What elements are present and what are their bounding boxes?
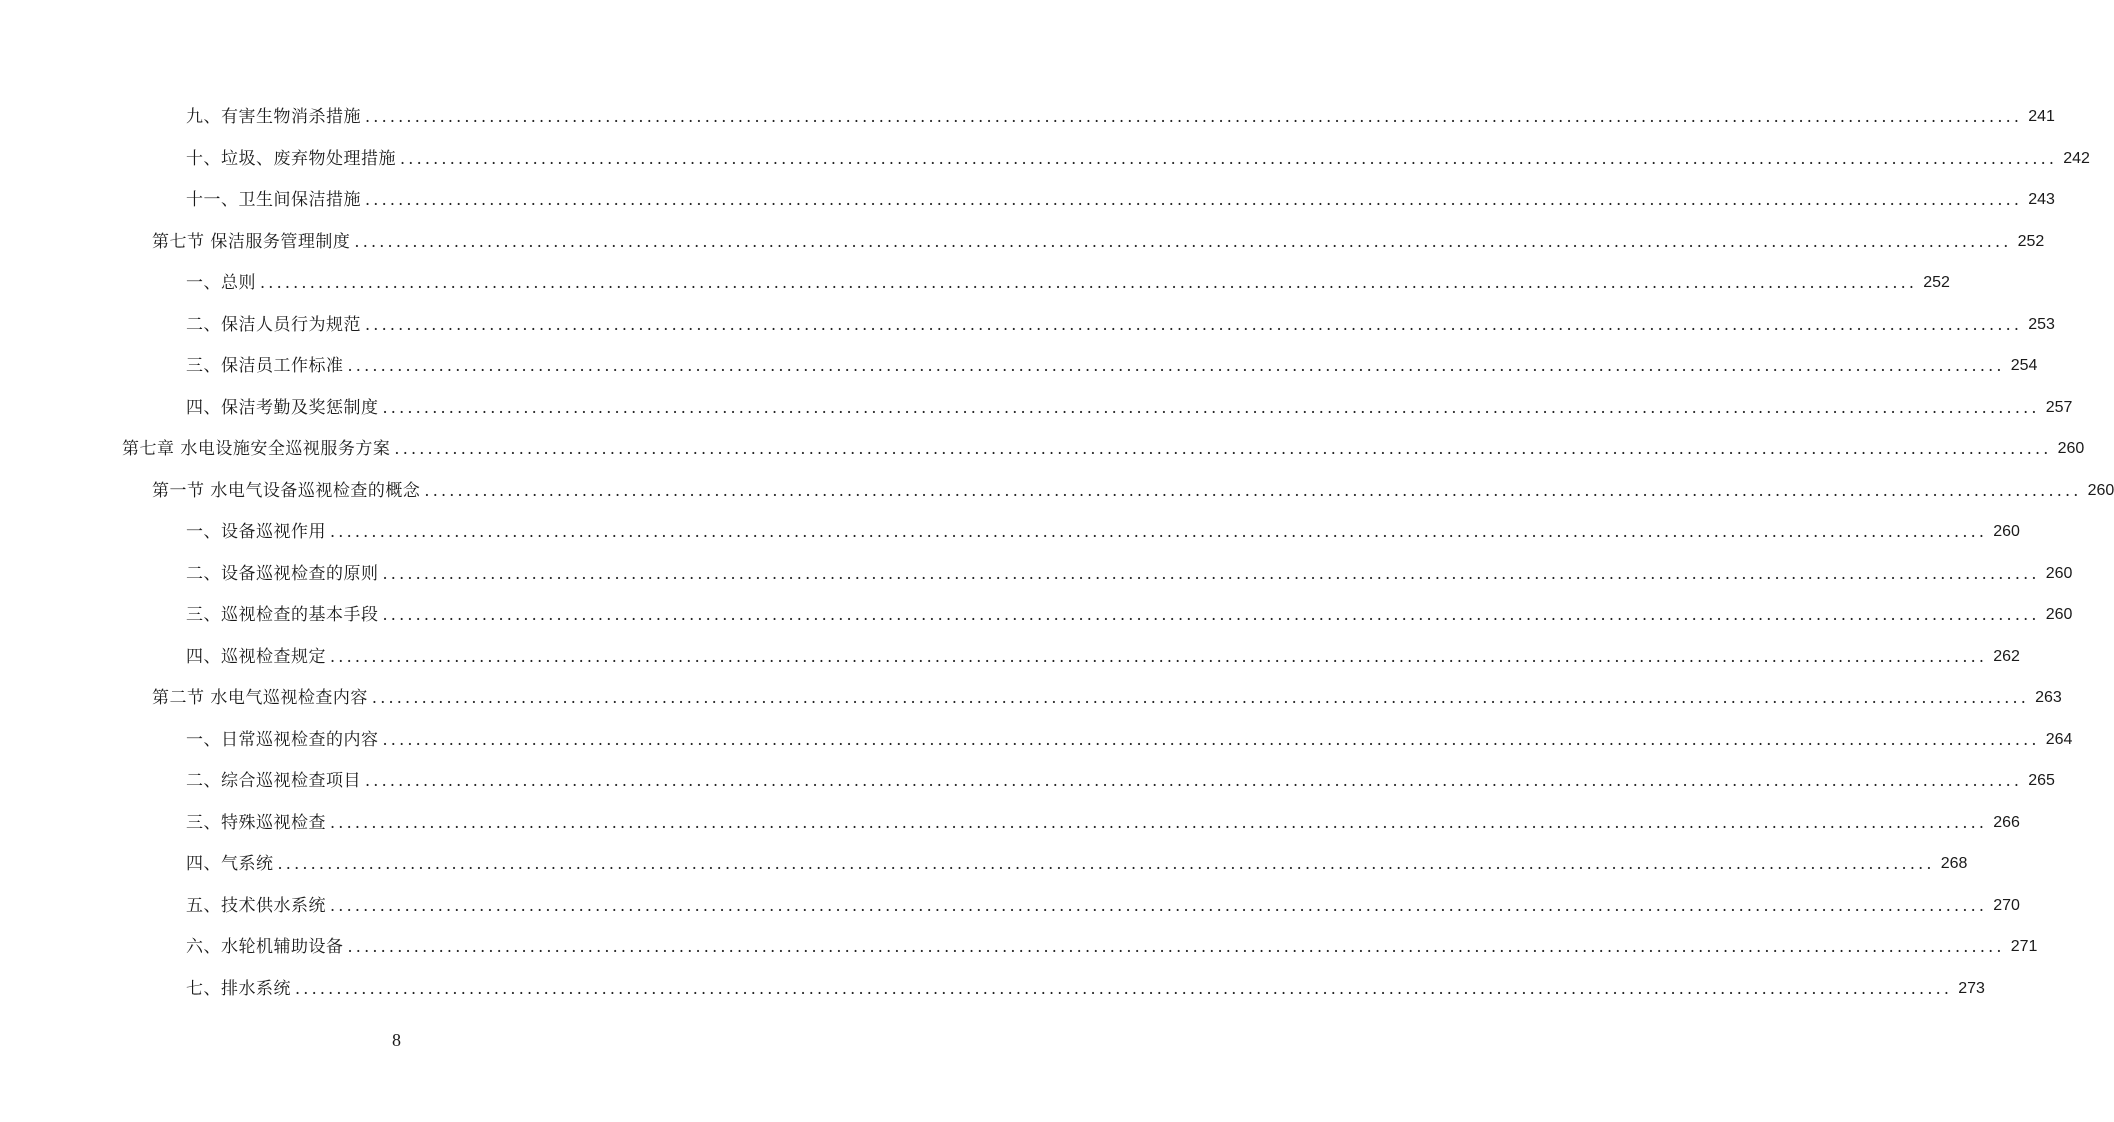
toc-entry[interactable]: [152, 683, 2062, 713]
toc-dot-leader: ........................................................................................................................................................................................................: [277, 854, 1935, 873]
toc-entry-title: 第七节 保洁服务管理制度: [152, 231, 351, 252]
toc-entry[interactable]: [152, 476, 2114, 506]
toc-dot-leader: ........................................................................................................................................................................................................: [330, 522, 1988, 541]
toc-entry-page: 268: [1940, 855, 1968, 872]
toc-entry[interactable]: [186, 185, 2055, 215]
toc-entry-title: 二、综合巡视检查项目: [186, 771, 361, 791]
toc-dot-leader: ........................................................................................................................................................................................................: [347, 937, 2005, 956]
toc-entry[interactable]: [186, 559, 2073, 589]
toc-entry-title: 六、水轮机辅助设备: [186, 937, 344, 957]
toc-entry-page: 266: [1993, 813, 2020, 831]
toc-dot-leader: ........................................................................................................................................................................................................: [424, 480, 2082, 500]
toc-entry[interactable]: [186, 351, 2038, 381]
toc-entry-page: 254: [2010, 357, 2038, 374]
toc-entry-title: 五、技术供水系统: [186, 895, 326, 916]
toc-dot-leader: ........................................................................................................................................................................................................: [295, 978, 1953, 998]
toc-dot-leader: ........................................................................................................................................................................................................: [347, 356, 2005, 375]
toc-entry[interactable]: [122, 434, 2085, 464]
toc-entry-title: 十一、卫生间保洁措施: [186, 190, 361, 210]
toc-entry-page: 241: [2028, 108, 2055, 125]
toc-entry-page: 252: [2017, 232, 2045, 250]
toc-entry[interactable]: [186, 725, 2073, 755]
toc-entry[interactable]: [186, 393, 2073, 423]
toc-entry-title: 四、气系统: [186, 854, 274, 874]
toc-dot-leader: ........................................................................................................................................................................................................: [382, 605, 2040, 624]
toc-dot-leader: ........................................................................................................................................................................................................: [382, 729, 2040, 749]
toc-entry[interactable]: [186, 102, 2055, 132]
toc-entry[interactable]: [186, 932, 2038, 962]
toc-entry-page: 260: [2045, 606, 2073, 623]
toc-entry-title: 九、有害生物消杀措施: [186, 107, 361, 127]
toc-entry-title: 三、巡视检查的基本手段: [186, 605, 379, 625]
toc-dot-leader: ........................................................................................................................................................................................................: [365, 314, 2023, 334]
toc-entry[interactable]: [186, 268, 1950, 298]
toc-entry-page: 273: [1958, 979, 1985, 997]
toc-dot-leader: ........................................................................................................................................................................................................: [260, 273, 1918, 292]
toc-entry[interactable]: [186, 600, 2073, 630]
toc-dot-leader: ........................................................................................................................................................................................................: [400, 148, 2058, 168]
toc-dot-leader: ........................................................................................................................................................................................................: [365, 190, 2023, 209]
toc-entry-title: 一、日常巡视检查的内容: [186, 729, 379, 750]
toc-entry-title: 第二节 水电气巡视检查内容: [152, 688, 368, 708]
toc-entry-title: 三、保洁员工作标准: [186, 356, 344, 376]
toc-entry-page: 260: [2057, 440, 2085, 457]
toc-entry-page: 260: [1993, 523, 2020, 540]
toc-entry-page: 271: [2010, 938, 2038, 955]
toc-entry[interactable]: [186, 144, 2090, 174]
toc-dot-leader: ........................................................................................................................................................................................................: [330, 812, 1988, 832]
toc-entry-page: 253: [2028, 315, 2055, 333]
toc-entry-page: 264: [2045, 730, 2073, 748]
toc-entry-page: 243: [2028, 191, 2055, 208]
toc-dot-leader: ........................................................................................................................................................................................................: [382, 397, 2040, 417]
toc-entry[interactable]: [186, 766, 2055, 796]
toc-dot-leader: ........................................................................................................................................................................................................: [330, 646, 1988, 666]
toc-entry-page: 265: [2028, 772, 2055, 789]
toc-entry-title: 十、垃圾、废弃物处理措施: [186, 148, 396, 169]
toc-dot-leader: ........................................................................................................................................................................................................: [382, 563, 2040, 583]
toc-entry[interactable]: [186, 310, 2055, 340]
toc-entry-title: 三、特殊巡视检查: [186, 812, 326, 833]
toc-dot-leader: ........................................................................................................................................................................................................: [365, 771, 2023, 790]
toc-dot-leader: ........................................................................................................................................................................................................: [354, 231, 2012, 251]
toc-dot-leader: ........................................................................................................................................................................................................: [330, 895, 1988, 915]
toc-entry[interactable]: [186, 517, 2020, 547]
toc-entry-title: 第一节 水电气设备巡视检查的概念: [152, 480, 421, 501]
toc-entry[interactable]: [186, 891, 2020, 921]
toc-entry-page: 242: [2063, 149, 2090, 167]
toc-entry-title: 四、巡视检查规定: [186, 646, 326, 667]
toc-entry-page: 252: [1923, 274, 1950, 291]
toc-entry[interactable]: [186, 642, 2020, 672]
toc-entry-title: 第七章 水电设施安全巡视服务方案: [122, 439, 391, 459]
toc-entry-page: 262: [1993, 647, 2020, 665]
toc-entry-title: 四、保洁考勤及奖惩制度: [186, 397, 379, 418]
toc-entry-title: 七、排水系统: [186, 978, 291, 999]
toc-entry[interactable]: [186, 808, 2020, 838]
toc-entry[interactable]: [186, 974, 1985, 1004]
toc-entry-page: 260: [2045, 564, 2073, 582]
toc-entry-page: 260: [2087, 481, 2114, 499]
toc-entry[interactable]: [186, 849, 1968, 879]
toc-dot-leader: ........................................................................................................................................................................................................: [365, 107, 2023, 126]
toc-entry-title: 一、总则: [186, 273, 256, 293]
toc-entry-title: 二、保洁人员行为规范: [186, 314, 361, 335]
page-number: 8: [392, 1030, 401, 1050]
toc-dot-leader: ........................................................................................................................................................................................................: [371, 688, 2030, 707]
toc-entry-page: 257: [2045, 398, 2073, 416]
toc-entry-page: 263: [2035, 689, 2062, 706]
toc-entry-title: 一、设备巡视作用: [186, 522, 326, 542]
toc-entry-title: 二、设备巡视检查的原则: [186, 563, 379, 584]
toc-entry[interactable]: [152, 227, 2045, 257]
toc-dot-leader: ........................................................................................................................................................................................................: [394, 439, 2052, 458]
toc-entry-page: 270: [1993, 896, 2020, 914]
